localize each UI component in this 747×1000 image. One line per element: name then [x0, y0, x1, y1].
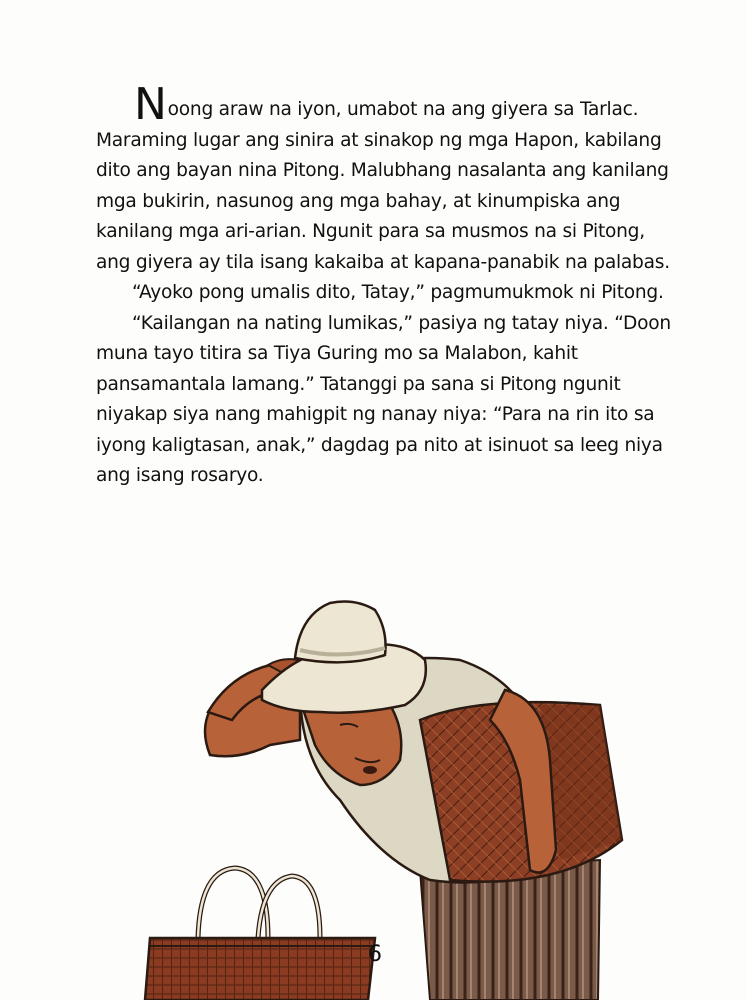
story-paragraph-1 — [96, 79, 676, 278]
dropcap-letter: N — [134, 79, 167, 130]
story-text — [96, 79, 676, 492]
story-paragraph-2: “Ayoko pong umalis dito, Tatay,” pagmumukmok ni Pitong. — [132, 282, 664, 303]
ground-basket — [145, 868, 375, 1000]
farmer-with-baskets-illustration — [0, 500, 747, 1000]
straw-hat — [262, 602, 426, 713]
paragraph-1-text: oong araw na iyon, umabot na ang giyera sa Tarlac. Maraming lugar ang sinira at sinakop ng mga Hapon, kabilang dito ang bayan nina Pitong. Malubhang nasalanta ang kanilang mga bukirin, nasunog ang mga bahay, at kinumpiska ang kanilang mga ari-arian. Ngunit para sa musmos na si Pitong, ang giyera ay tila isang kakaiba at kapana-panabik na palabas. — [96, 99, 670, 273]
story-paragraph-3: “Kailangan na nating lumikas,” pasiya ng tatay niya. “Doon muna tayo titira sa Tiya Guring mo sa Malabon, kahit pansamantala lamang.” Tatanggi pa sana si Pitong ngunit niyakap siya nang mahigpit ng nanay niya: “Para na rin ito sa iyong kaligtasan, anak,” dagdag pa nito at isinuot sa leeg niya ang isang rosaryo. — [96, 312, 671, 486]
page-number: 6 — [368, 942, 382, 967]
